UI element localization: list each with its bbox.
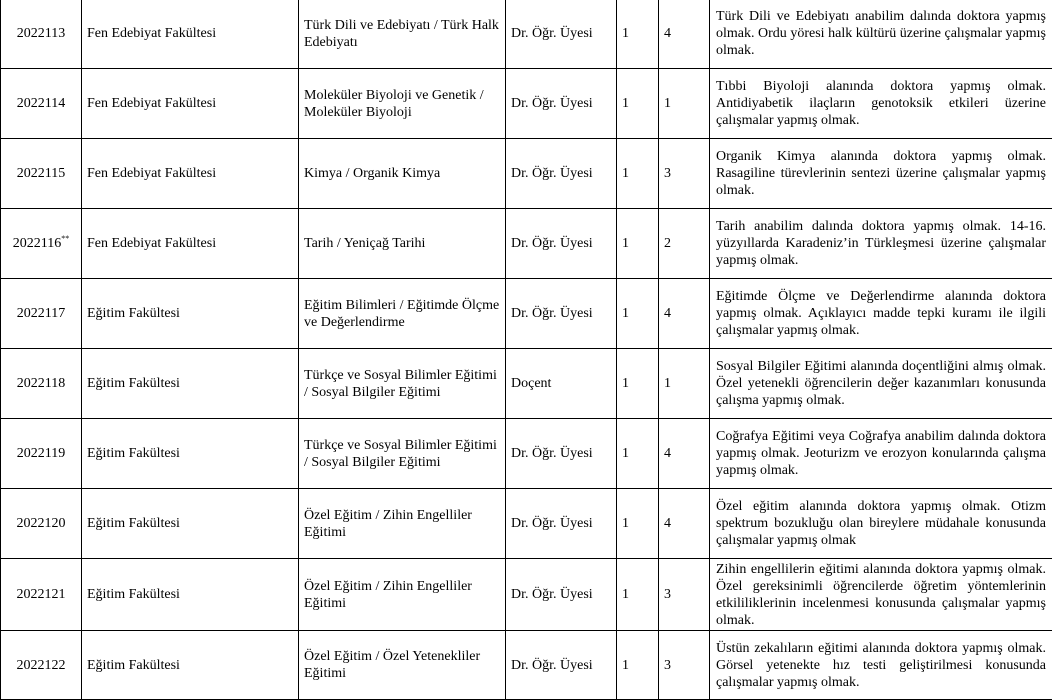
position-code: 2022114 bbox=[17, 96, 65, 111]
department-cell: Türkçe ve Sosyal Bilimler Eğitimi / Sosyal Bilgiler Eğitimi bbox=[299, 419, 506, 489]
title-cell: Dr. Öğr. Üyesi bbox=[506, 69, 617, 139]
table-row bbox=[1, 631, 1052, 700]
score-cell: 3 bbox=[659, 631, 710, 700]
score-cell: 2 bbox=[659, 209, 710, 279]
score-cell: 4 bbox=[659, 279, 710, 349]
description-cell: Üstün zekalıların eğitimi alanında doktora yapmış olmak. Görsel yetenekte hız testi geliştirilmesi konusunda çalışmalar yapmış olmak. bbox=[710, 631, 1052, 700]
faculty-cell: Eğitim Fakültesi bbox=[82, 419, 299, 489]
position-code-cell bbox=[1, 489, 82, 559]
department-cell: Özel Eğitim / Zihin Engelliler Eğitimi bbox=[299, 559, 506, 631]
position-code-cell bbox=[1, 419, 82, 489]
faculty-cell: Eğitim Fakültesi bbox=[82, 279, 299, 349]
title-cell: Dr. Öğr. Üyesi bbox=[506, 559, 617, 631]
position-code: 2022122 bbox=[17, 658, 66, 673]
count-cell: 1 bbox=[617, 279, 659, 349]
position-code: 2022118 bbox=[17, 376, 65, 391]
table-row bbox=[1, 419, 1052, 489]
count-cell: 1 bbox=[617, 209, 659, 279]
description-cell: Zihin engellilerin eğitimi alanında doktora yapmış olmak. Özel gereksinimli öğrencilerde öğretim yöntemlerinin etkililiklerinin incelenmesi konusunda çalışmalar yapmış olmak. bbox=[710, 559, 1052, 631]
title-cell: Dr. Öğr. Üyesi bbox=[506, 0, 617, 69]
count-cell: 1 bbox=[617, 419, 659, 489]
table-row bbox=[1, 489, 1052, 559]
position-code-cell bbox=[1, 139, 82, 209]
department-cell: Özel Eğitim / Zihin Engelliler Eğitimi bbox=[299, 489, 506, 559]
faculty-cell: Eğitim Fakültesi bbox=[82, 559, 299, 631]
faculty-cell: Fen Edebiyat Fakültesi bbox=[82, 209, 299, 279]
department-cell: Türk Dili ve Edebiyatı / Türk Halk Edebiyatı bbox=[299, 0, 506, 69]
position-code: 2022116 bbox=[13, 236, 61, 251]
position-code-cell bbox=[1, 209, 82, 279]
position-code: 2022121 bbox=[17, 587, 66, 602]
description-cell: Türk Dili ve Edebiyatı anabilim dalında doktora yapmış olmak. Ordu yöresi halk kültürü üzerine çalışmalar yapmış olmak. bbox=[710, 0, 1052, 69]
title-cell: Dr. Öğr. Üyesi bbox=[506, 489, 617, 559]
position-code: 2022120 bbox=[17, 516, 66, 531]
faculty-cell: Eğitim Fakültesi bbox=[82, 489, 299, 559]
position-code-cell bbox=[1, 559, 82, 631]
table-row bbox=[1, 279, 1052, 349]
count-cell: 1 bbox=[617, 489, 659, 559]
title-cell: Dr. Öğr. Üyesi bbox=[506, 631, 617, 700]
table-row bbox=[1, 0, 1052, 69]
count-cell: 1 bbox=[617, 349, 659, 419]
department-cell: Moleküler Biyoloji ve Genetik / Moleküler Biyoloji bbox=[299, 69, 506, 139]
faculty-cell: Fen Edebiyat Fakültesi bbox=[82, 0, 299, 69]
faculty-cell: Eğitim Fakültesi bbox=[82, 631, 299, 700]
count-cell: 1 bbox=[617, 559, 659, 631]
description-cell: Organik Kimya alanında doktora yapmış olmak. Rasagiline türevlerinin sentezi üzerine çalışmalar yapmış olmak. bbox=[710, 139, 1052, 209]
description-cell: Sosyal Bilgiler Eğitimi alanında doçentliğini almış olmak. Özel yetenekli öğrencilerin değer kazanımları konusunda çalışma yapmış olmak. bbox=[710, 349, 1052, 419]
department-cell: Tarih / Yeniçağ Tarihi bbox=[299, 209, 506, 279]
title-cell: Dr. Öğr. Üyesi bbox=[506, 139, 617, 209]
faculty-cell: Eğitim Fakültesi bbox=[82, 349, 299, 419]
table-row bbox=[1, 559, 1052, 631]
department-cell: Eğitim Bilimleri / Eğitimde Ölçme ve Değerlendirme bbox=[299, 279, 506, 349]
table-row bbox=[1, 209, 1052, 279]
position-note: ** bbox=[61, 234, 69, 243]
description-cell: Eğitimde Ölçme ve Değerlendirme alanında doktora yapmış olmak. Açıklayıcı madde tepki kuramı ile ilgili çalışmalar yapmış olmak. bbox=[710, 279, 1052, 349]
title-cell: Dr. Öğr. Üyesi bbox=[506, 279, 617, 349]
title-cell: Doçent bbox=[506, 349, 617, 419]
table-row bbox=[1, 139, 1052, 209]
department-cell: Türkçe ve Sosyal Bilimler Eğitimi / Sosyal Bilgiler Eğitimi bbox=[299, 349, 506, 419]
department-cell: Özel Eğitim / Özel Yetenekliler Eğitimi bbox=[299, 631, 506, 700]
table-row bbox=[1, 69, 1052, 139]
count-cell: 1 bbox=[617, 631, 659, 700]
description-cell: Tıbbi Biyoloji alanında doktora yapmış olmak. Antidiyabetik ilaçların genotoksik etkileri üzerine çalışmalar yapmış olmak. bbox=[710, 69, 1052, 139]
department-cell: Kimya / Organik Kimya bbox=[299, 139, 506, 209]
faculty-cell: Fen Edebiyat Fakültesi bbox=[82, 69, 299, 139]
score-cell: 4 bbox=[659, 489, 710, 559]
description-cell: Coğrafya Eğitimi veya Coğrafya anabilim dalında doktora yapmış olmak. Jeoturizm ve erozyon konularında çalışma yapmış olmak. bbox=[710, 419, 1052, 489]
position-code-cell bbox=[1, 349, 82, 419]
position-code-cell bbox=[1, 0, 82, 69]
title-cell: Dr. Öğr. Üyesi bbox=[506, 209, 617, 279]
position-code-cell bbox=[1, 631, 82, 700]
count-cell: 1 bbox=[617, 0, 659, 69]
title-cell: Dr. Öğr. Üyesi bbox=[506, 419, 617, 489]
position-code-cell bbox=[1, 69, 82, 139]
description-cell: Tarih anabilim dalında doktora yapmış olmak. 14-16. yüzyıllarda Karadeniz’in Türkleşmesi üzerine çalışmalar yapmış olmak. bbox=[710, 209, 1052, 279]
description-cell: Özel eğitim alanında doktora yapmış olmak. Otizm spektrum bozukluğu olan bireylere müdahale konusunda çalışmalar yapmış olmak bbox=[710, 489, 1052, 559]
position-code: 2022117 bbox=[17, 306, 65, 321]
count-cell: 1 bbox=[617, 69, 659, 139]
position-code: 2022113 bbox=[17, 26, 65, 41]
count-cell: 1 bbox=[617, 139, 659, 209]
table-row bbox=[1, 349, 1052, 419]
position-code-cell bbox=[1, 279, 82, 349]
score-cell: 3 bbox=[659, 559, 710, 631]
score-cell: 4 bbox=[659, 0, 710, 69]
position-code: 2022119 bbox=[17, 446, 65, 461]
score-cell: 3 bbox=[659, 139, 710, 209]
score-cell: 1 bbox=[659, 69, 710, 139]
score-cell: 1 bbox=[659, 349, 710, 419]
position-code: 2022115 bbox=[17, 166, 65, 181]
score-cell: 4 bbox=[659, 419, 710, 489]
faculty-cell: Fen Edebiyat Fakültesi bbox=[82, 139, 299, 209]
